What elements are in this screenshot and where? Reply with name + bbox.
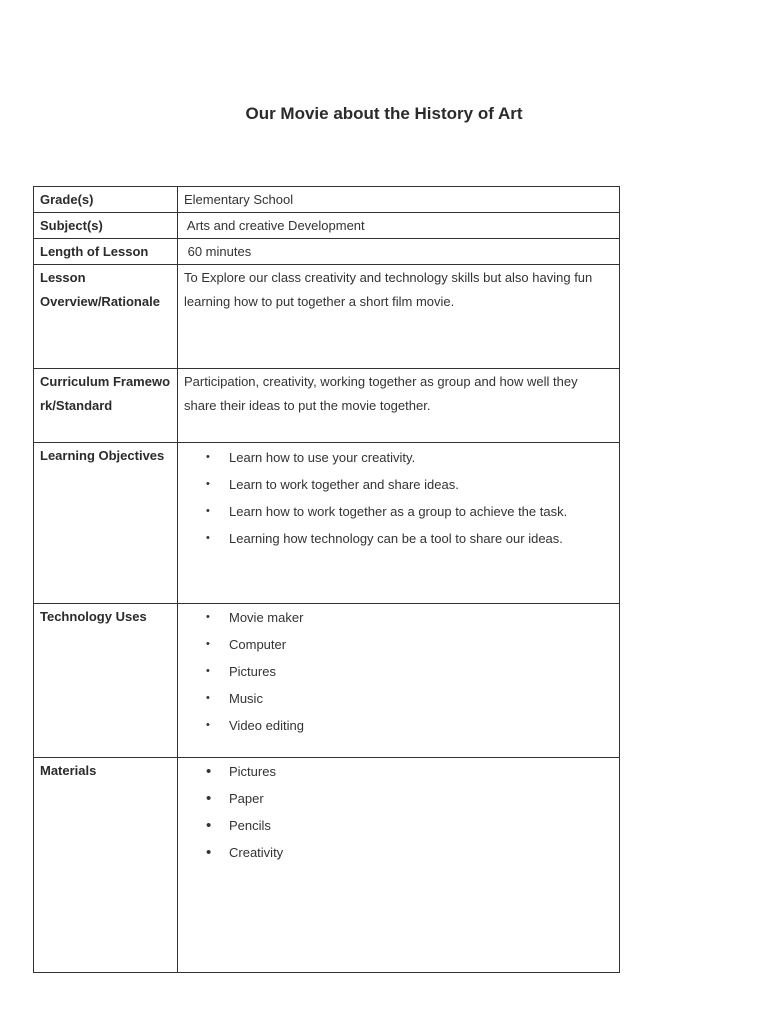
list-item bbox=[184, 604, 613, 631]
list-item bbox=[184, 758, 613, 785]
bullet-icon: • bbox=[206, 719, 210, 731]
row-label: Lesson Overview/Rationale bbox=[34, 265, 178, 369]
bullet-icon: • bbox=[206, 611, 210, 623]
row-label bbox=[34, 369, 178, 443]
list-item bbox=[184, 785, 613, 812]
list-item bbox=[184, 471, 613, 498]
list-item-text: Learning how technology can be a tool to share our ideas. bbox=[229, 531, 563, 546]
list-item-text: Pencils bbox=[229, 818, 271, 833]
table-row-grades bbox=[34, 187, 620, 213]
list-item-text: Paper bbox=[229, 791, 264, 806]
table-row-objectives bbox=[34, 443, 620, 604]
list-item bbox=[184, 444, 613, 471]
materials-list bbox=[184, 758, 613, 866]
list-item-text: Computer bbox=[229, 637, 287, 652]
list-item bbox=[184, 631, 613, 658]
row-value: Participation, creativity, working together as group and how well they share their ideas to put the movie together. bbox=[178, 369, 620, 443]
bullet-icon: • bbox=[206, 451, 210, 463]
list-item bbox=[184, 658, 613, 685]
list-item-text: Pictures bbox=[229, 664, 276, 679]
list-item-text: Music bbox=[229, 691, 263, 706]
objectives-list bbox=[184, 444, 613, 552]
bullet-icon: • bbox=[206, 665, 210, 677]
list-item bbox=[184, 525, 613, 552]
list-item bbox=[184, 812, 613, 839]
row-value bbox=[178, 443, 620, 604]
table-row-overview bbox=[34, 265, 620, 369]
bullet-icon: • bbox=[206, 638, 210, 650]
technology-list bbox=[184, 604, 613, 739]
list-item bbox=[184, 498, 613, 525]
row-label: Grade(s) bbox=[34, 187, 178, 213]
list-item bbox=[184, 685, 613, 712]
list-item bbox=[184, 839, 613, 866]
bullet-icon: • bbox=[206, 532, 210, 544]
list-item-text: Creativity bbox=[229, 845, 284, 860]
bullet-icon: • bbox=[206, 478, 210, 490]
row-value bbox=[178, 604, 620, 758]
row-label: Technology Uses bbox=[34, 604, 178, 758]
table-row-curriculum bbox=[34, 369, 620, 443]
row-value: 60 minutes bbox=[178, 239, 620, 265]
bullet-icon: • bbox=[206, 844, 212, 861]
bullet-icon: • bbox=[206, 817, 212, 834]
list-item bbox=[184, 712, 613, 739]
list-item-text: Video editing bbox=[229, 718, 304, 733]
row-label: Materials bbox=[34, 758, 178, 973]
bullet-icon: • bbox=[206, 505, 210, 517]
row-value: Elementary School bbox=[178, 187, 620, 213]
row-value: To Explore our class creativity and technology skills but also having fun learning how to put together a short film movie. bbox=[178, 265, 620, 369]
row-label: Subject(s) bbox=[34, 213, 178, 239]
table-row-subjects bbox=[34, 213, 620, 239]
bullet-icon: • bbox=[206, 763, 212, 780]
row-value: Arts and creative Development bbox=[178, 213, 620, 239]
row-label: Learning Objectives bbox=[34, 443, 178, 604]
bullet-icon: • bbox=[206, 790, 212, 807]
list-item-text: Learn to work together and share ideas. bbox=[229, 477, 459, 492]
table-row-technology bbox=[34, 604, 620, 758]
list-item-text: Learn how to use your creativity. bbox=[229, 450, 416, 465]
list-item-text: Pictures bbox=[229, 764, 276, 779]
page-title: Our Movie about the History of Art bbox=[245, 104, 523, 123]
table-row-materials bbox=[34, 758, 620, 973]
bullet-icon: • bbox=[206, 692, 210, 704]
list-item-text: Movie maker bbox=[229, 610, 304, 625]
list-item-text: Learn how to work together as a group to achieve the task. bbox=[229, 504, 568, 519]
lesson-plan-table bbox=[33, 186, 620, 973]
curriculum-label-text: Curriculum Framework/Standard bbox=[40, 374, 171, 413]
table-row-length bbox=[34, 239, 620, 265]
row-label: Length of Lesson bbox=[34, 239, 178, 265]
row-value bbox=[178, 758, 620, 973]
